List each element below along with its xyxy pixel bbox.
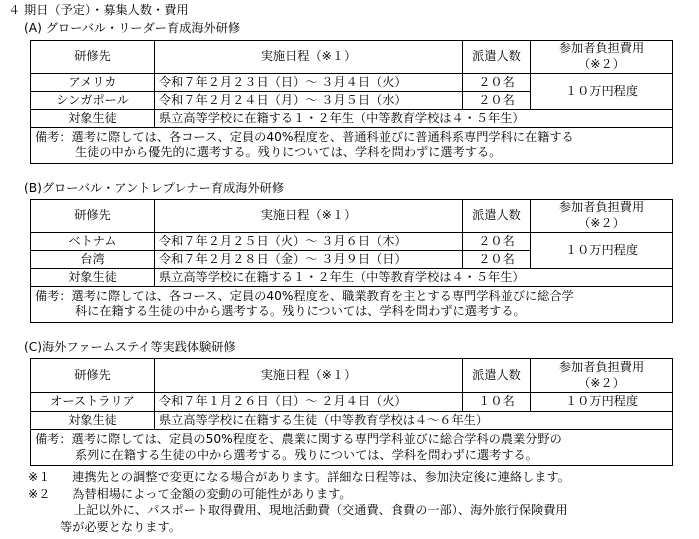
- target-value: 県立高等学校に在籍する生徒（中等教育学校は４～６年生）: [155, 412, 673, 430]
- count-cell: １０名: [463, 393, 531, 412]
- footnote-2-line-2: 上記以外に、パスポート取得費用、現地活動費（交通費、食費の一部）、海外旅行保険費用: [74, 503, 568, 517]
- schedule-cell: 令和７年２月２３日（日）～ ３月４日（火）: [155, 73, 463, 91]
- table-row: [31, 232, 673, 250]
- section-a-title: (A) グローバル・リーダー育成海外研修: [24, 21, 241, 35]
- header-count: 派遣人数: [463, 200, 531, 233]
- count-cell: ２０名: [463, 73, 531, 91]
- header-fee: 参加者負担費用 （※２）: [531, 200, 673, 233]
- table-row: [31, 73, 673, 91]
- note-line-1: 備考：選考に際しては、定員の50%程度を、農業に関する専門学科並びに総合学科の農業分野の: [35, 432, 562, 447]
- note-line-1: 備考：選考に際しては、各コース、定員の40%程度を、普通科並びに普通科系専門学科に在籍する: [35, 129, 574, 144]
- section-c-title: (C)海外ファームステイ等実践体験研修: [24, 340, 236, 354]
- header-destination: 研修先: [31, 41, 155, 74]
- table-row: [31, 393, 673, 412]
- fee-cell: １０万円程度: [531, 232, 673, 268]
- header-count: 派遣人数: [463, 359, 531, 393]
- header-fee: 参加者負担費用 （※２）: [531, 359, 673, 393]
- notes-cell: [31, 286, 673, 322]
- footnote-1-text: 連携先との調整で変更になる場合があります。詳細な日程等は、参加決定後に連絡します。: [72, 470, 570, 484]
- schedule-cell: 令和７年２月２５日（火）～ ３月６日（木）: [155, 232, 463, 250]
- destination-cell: ベトナム: [31, 232, 155, 250]
- section-a-table: [30, 40, 673, 164]
- section-b-table: [30, 199, 673, 323]
- target-row: [31, 268, 673, 286]
- schedule-cell: 令和７年１月２６日（日）～ ２月４日（火）: [155, 393, 463, 412]
- target-row: [31, 109, 673, 127]
- notes-row: [31, 286, 673, 322]
- destination-cell: シンガポール: [31, 91, 155, 109]
- section-heading: ４ 期日（予定）・募集人数・費用: [8, 3, 189, 17]
- header-schedule: 実施日程（※１）: [155, 359, 463, 393]
- header-destination: 研修先: [31, 359, 155, 393]
- footnote-2-line-3: 等が必要となります。: [60, 520, 181, 534]
- footnote-2-mark: ※２: [28, 487, 51, 501]
- header-count: 派遣人数: [463, 41, 531, 74]
- note-line-2: 生徒の中から優先的に選考する。残りについては、学科を問わずに選考する。: [75, 145, 502, 160]
- target-label: 対象生徒: [31, 268, 155, 286]
- notes-cell: [31, 430, 673, 466]
- footnote-1: [28, 470, 570, 485]
- footnote-2: [28, 487, 352, 502]
- target-value: 県立高等学校に在籍する１・２年生（中等教育学校は４・５年生）: [155, 268, 673, 286]
- schedule-cell: 令和７年２月２８日（金）～ ３月９日（日）: [155, 250, 463, 268]
- note-line-2: 系列に在籍する生徒の中から選考する。残りについては、学科を問わずに選考する。: [75, 447, 538, 462]
- target-value: 県立高等学校に在籍する１・２年生（中等教育学校は４・５年生）: [155, 109, 673, 127]
- destination-cell: オーストラリア: [31, 393, 155, 412]
- fee-cell: １０万円程度: [531, 393, 673, 412]
- note-line-1: 備考：選考に際しては、各コース、定員の40%程度を、職業教育を主とする専門学科並びに総合学: [35, 288, 574, 303]
- destination-cell: 台湾: [31, 250, 155, 268]
- note-line-2: 科に在籍する生徒の中から選考する。残りについては、学科を問わずに選考する。: [75, 304, 526, 319]
- schedule-cell: 令和７年２月２４日（月）～ ３月５日（水）: [155, 91, 463, 109]
- count-cell: ２０名: [463, 232, 531, 250]
- section-b-title: (B)グローバル・アントレプレナー育成海外研修: [24, 181, 285, 195]
- count-cell: ２０名: [463, 250, 531, 268]
- header-schedule: 実施日程（※１）: [155, 41, 463, 74]
- footnote-2-text: 為替相場によって金額の変動の可能性があります。: [72, 487, 352, 501]
- fee-cell: １０万円程度: [531, 73, 673, 109]
- target-label: 対象生徒: [31, 412, 155, 430]
- footnote-1-mark: ※１: [28, 470, 51, 484]
- notes-row: [31, 127, 673, 163]
- header-destination: 研修先: [31, 200, 155, 233]
- destination-cell: アメリカ: [31, 73, 155, 91]
- target-label: 対象生徒: [31, 109, 155, 127]
- count-cell: ２０名: [463, 91, 531, 109]
- notes-cell: [31, 127, 673, 163]
- notes-row: [31, 430, 673, 466]
- section-c-table: [30, 358, 673, 466]
- header-schedule: 実施日程（※１）: [155, 200, 463, 233]
- target-row: [31, 412, 673, 430]
- header-fee: 参加者負担費用 （※２）: [531, 41, 673, 74]
